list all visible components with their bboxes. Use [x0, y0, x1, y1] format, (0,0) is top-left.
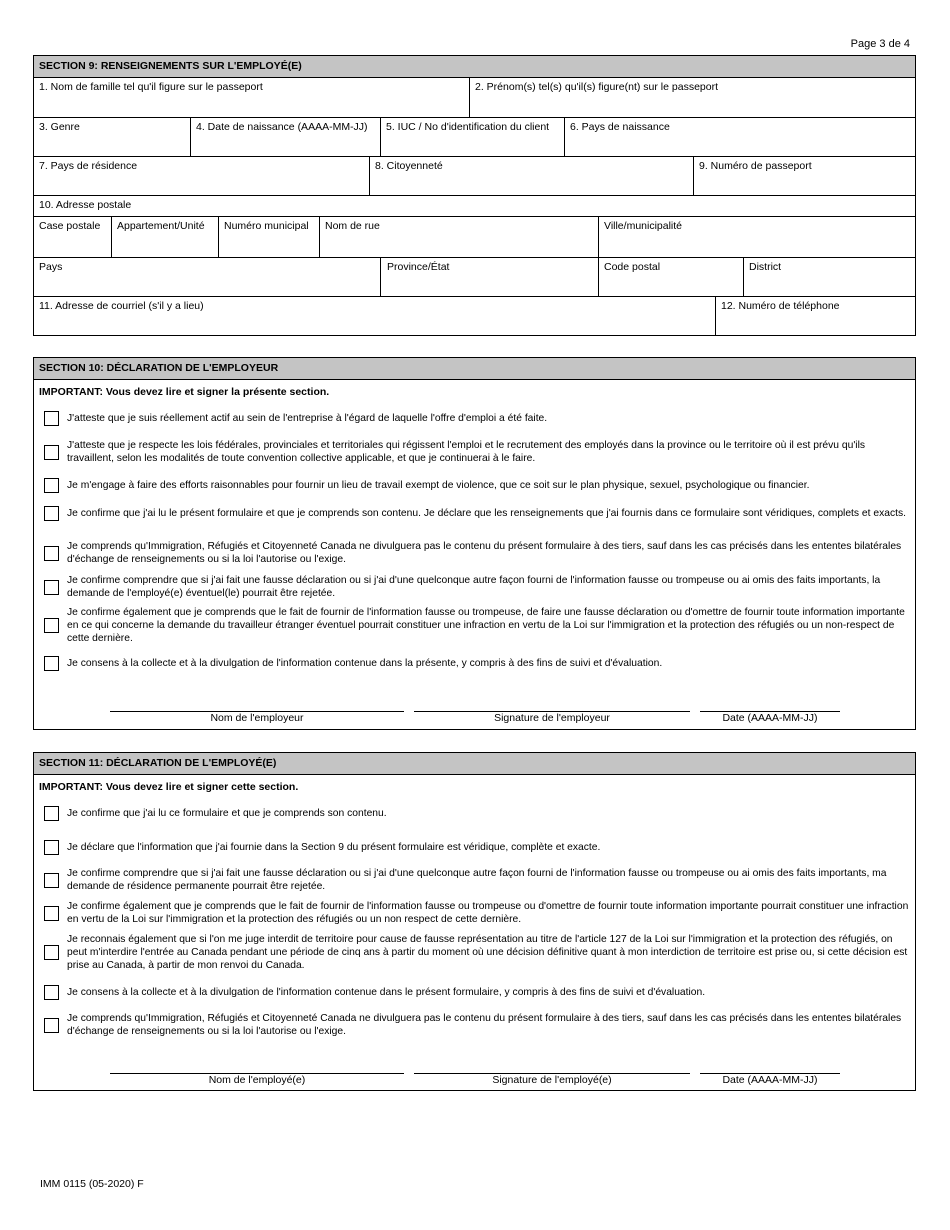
employer-declaration-text: Je m'engage à faire des efforts raisonnables pour fournir un lieu de travail exempt de violence, que ce soit sur le plan physique, sexuel, psychologique ou financier.	[67, 480, 810, 491]
employee-checkbox-6[interactable]	[44, 985, 59, 1000]
country-label: Pays	[39, 261, 63, 273]
residence-country-label: 7. Pays de résidence	[39, 160, 138, 172]
residence-country-field[interactable]	[34, 157, 370, 195]
employer-date-label: Date (AAAA-MM-JJ)	[722, 712, 818, 724]
employee-declaration-item[interactable]	[44, 840, 909, 855]
district-label: District	[749, 261, 782, 273]
section-10-important: IMPORTANT: Vous devez lire et signer la présente section.	[39, 386, 330, 398]
section-11-title: SECTION 11: DÉCLARATION DE L'EMPLOYÉ(E)	[34, 753, 915, 775]
country-field[interactable]	[34, 258, 381, 296]
employee-date-label: Date (AAAA-MM-JJ)	[722, 1074, 818, 1086]
section-9-title: SECTION 9: RENSEIGNEMENTS SUR L'EMPLOYÉ(E)	[34, 56, 915, 78]
employer-checkbox-1[interactable]	[44, 411, 59, 426]
form-id: IMM 0115 (05-2020) F	[40, 1178, 144, 1190]
employee-declaration-item[interactable]	[44, 985, 909, 1000]
employee-checkbox-7[interactable]	[44, 1018, 59, 1033]
birth-date-field[interactable]	[191, 118, 381, 156]
phone-field[interactable]	[716, 297, 915, 336]
section-11-important: IMPORTANT: Vous devez lire et signer cette section.	[39, 781, 299, 793]
employer-checkbox-8[interactable]	[44, 656, 59, 671]
section-11	[33, 752, 916, 1091]
employer-declaration-item[interactable]	[44, 439, 909, 465]
passport-number-label: 9. Numéro de passeport	[699, 160, 812, 172]
employee-declaration-text: Je déclare que l'information que j'ai fournie dans la Section 9 du présent formulaire est véridique, complète et exacte.	[67, 842, 601, 853]
section-10-title: SECTION 10: DÉCLARATION DE L'EMPLOYEUR	[34, 358, 915, 380]
employer-checkbox-3[interactable]	[44, 478, 59, 493]
section-9	[33, 55, 916, 336]
employer-declaration-text: Je confirme comprendre que si j'ai fait une fausse déclaration ou si j'ai d'une quelconque autre façon fourni de l'information fausse ou trompeuse ou ai omis des faits importants, la demande de l'employé(e) éventuel(le) pourrait être rejetée.	[67, 575, 881, 599]
postal-code-field[interactable]	[599, 258, 744, 296]
street-number-label: Numéro municipal	[224, 220, 309, 232]
given-name-label: 2. Prénom(s) tel(s) qu'il(s) figure(nt) sur le passeport	[475, 81, 718, 93]
employee-checkbox-5[interactable]	[44, 945, 59, 960]
employee-declaration-text: Je confirme également que je comprends que le fait de fournir de l'information fausse ou trompeuse ou d'omettre de fournir toute information importante pourrait constituer une infraction en vertu de la Loi sur l'immigration et la protection des réfugiés ou un non respect de cette dernière.	[67, 901, 909, 925]
gender-label: 3. Genre	[39, 121, 80, 133]
family-name-field[interactable]	[34, 78, 470, 117]
page-number: Page 3 de 4	[850, 38, 910, 50]
street-name-field[interactable]	[320, 217, 599, 257]
employer-declaration-item[interactable]	[44, 506, 909, 521]
employer-declaration-item[interactable]	[44, 478, 909, 493]
given-name-field[interactable]	[470, 78, 915, 117]
district-field[interactable]	[744, 258, 915, 296]
city-field[interactable]	[599, 217, 915, 257]
mailing-address-heading: 10. Adresse postale	[39, 199, 132, 211]
employer-declaration-item[interactable]	[44, 574, 909, 600]
employee-checkbox-1[interactable]	[44, 806, 59, 821]
employee-declaration-item[interactable]	[44, 806, 909, 821]
section-10	[33, 357, 916, 730]
employee-declaration-text: Je confirme que j'ai lu ce formulaire et que je comprends son contenu.	[67, 808, 387, 819]
employer-declaration-item[interactable]	[44, 540, 909, 566]
employer-signature-label: Signature de l'employeur	[494, 712, 610, 724]
employee-checkbox-2[interactable]	[44, 840, 59, 855]
client-id-label: 5. IUC / No d'identification du client	[386, 121, 550, 133]
employer-declaration-text: Je comprends qu'Immigration, Réfugiés et Citoyenneté Canada ne divulguera pas le contenu du présent formulaire à des tiers, sauf dans les cas précisés dans les ententes bilatérales d'échange de renseignements ou si la loi l'autorise ou l'exige.	[67, 541, 902, 565]
employer-declaration-text: Je confirme que j'ai lu le présent formulaire et que je comprends son contenu. Je déclare que les renseignements que j'ai fournis dans ce formulaire sont véridiques, complets et exacts.	[67, 508, 907, 519]
family-name-label: 1. Nom de famille tel qu'il figure sur le passeport	[39, 81, 263, 93]
phone-label: 12. Numéro de téléphone	[721, 300, 840, 312]
birth-date-label: 4. Date de naissance (AAAA-MM-JJ)	[196, 121, 368, 133]
employer-declaration-text: J'atteste que je respecte les lois fédérales, provinciales et territoriales qui régissent l'emploi et le recrutement des employés dans la province ou le territoire où il est prévu qu'ils travaillent, selon les modalités de toute convention collective applicable, et que je continuerai à le faire.	[67, 440, 866, 464]
employer-checkbox-4[interactable]	[44, 506, 59, 521]
po-box-label: Case postale	[39, 220, 101, 232]
employer-checkbox-7[interactable]	[44, 618, 59, 633]
citizenship-field[interactable]	[370, 157, 694, 195]
birth-country-label: 6. Pays de naissance	[570, 121, 670, 133]
employee-checkbox-4[interactable]	[44, 906, 59, 921]
postal-code-label: Code postal	[604, 261, 661, 273]
employer-checkbox-2[interactable]	[44, 445, 59, 460]
email-label: 11. Adresse de courriel (s'il y a lieu)	[39, 300, 204, 312]
employer-declaration-item[interactable]	[44, 656, 909, 671]
street-name-label: Nom de rue	[325, 220, 380, 232]
birth-country-field[interactable]	[565, 118, 915, 156]
employer-declaration-text: J'atteste que je suis réellement actif au sein de l'entreprise à l'égard de laquelle l'offre d'emploi a été faite.	[67, 413, 548, 424]
city-label: Ville/municipalité	[604, 220, 683, 232]
employee-signature-label: Signature de l'employé(e)	[492, 1074, 612, 1086]
employee-declaration-item[interactable]	[44, 867, 909, 893]
gender-field[interactable]	[34, 118, 191, 156]
employer-declaration-text: Je confirme également que je comprends que le fait de fournir de l'information fausse ou trompeuse, de faire une fausse déclaration ou d'omettre de fournir toute information importante en ce qui concerne la demande du travailleur étranger éventuel pourrait constituer une infraction en vertu de la Loi sur l'immigration et la protection des réfugiés ou un non-respect de cette dernière.	[67, 607, 905, 644]
employer-checkbox-6[interactable]	[44, 580, 59, 595]
employee-checkbox-3[interactable]	[44, 873, 59, 888]
province-field[interactable]	[381, 258, 599, 296]
employer-declaration-item[interactable]	[44, 411, 909, 426]
apartment-field[interactable]	[112, 217, 219, 257]
employee-declaration-item[interactable]	[44, 933, 909, 972]
province-label: Province/État	[387, 261, 450, 273]
employee-declaration-text: Je confirme comprendre que si j'ai fait une fausse déclaration ou si j'ai d'une quelconque autre façon fourni de l'information fausse ou trompeuse ou ai omis des faits importants, ma demande de résidence permanente pourrait être rejetée.	[67, 868, 887, 892]
po-box-field[interactable]	[34, 217, 112, 257]
client-id-field[interactable]	[381, 118, 565, 156]
employee-declaration-text: Je consens à la collecte et à la divulgation de l'information contenue dans le présent formulaire, y compris à des fins de suivi et d'évaluation.	[67, 987, 706, 998]
passport-number-field[interactable]	[694, 157, 915, 195]
employer-declaration-text: Je consens à la collecte et à la divulgation de l'information contenue dans la présente, y compris à des fins de suivi et d'évaluation.	[67, 658, 663, 669]
employee-declaration-item[interactable]	[44, 900, 909, 926]
employer-checkbox-5[interactable]	[44, 546, 59, 561]
employee-declaration-text: Je reconnais également que si l'on me juge interdit de territoire pour cause de fausse représentation au titre de l'article 127 de la Loi sur l'immigration et la protection des réfugiés, on peut m'interdire l'entrée au Canada pendant une période de cinq ans à partir du moment où une décision définitive quant à mon interdiction de territoire est prise ou, si cette décision est prise au Canada, à partir de mon renvoi du Canada.	[67, 934, 908, 971]
email-field[interactable]	[34, 297, 716, 336]
street-number-field[interactable]	[219, 217, 320, 257]
employer-name-label: Nom de l'employeur	[210, 712, 304, 724]
apartment-label: Appartement/Unité	[117, 220, 205, 232]
employee-name-label: Nom de l'employé(e)	[208, 1074, 306, 1086]
employee-declaration-item[interactable]	[44, 1012, 909, 1038]
citizenship-label: 8. Citoyenneté	[375, 160, 443, 172]
employer-declaration-item[interactable]	[44, 606, 909, 645]
employee-declaration-text: Je comprends qu'Immigration, Réfugiés et Citoyenneté Canada ne divulguera pas le contenu du présent formulaire à des tiers, sauf dans les cas précisés dans les ententes bilatérales d'échange de renseignements ou si la loi l'autorise ou l'exige.	[67, 1013, 902, 1037]
